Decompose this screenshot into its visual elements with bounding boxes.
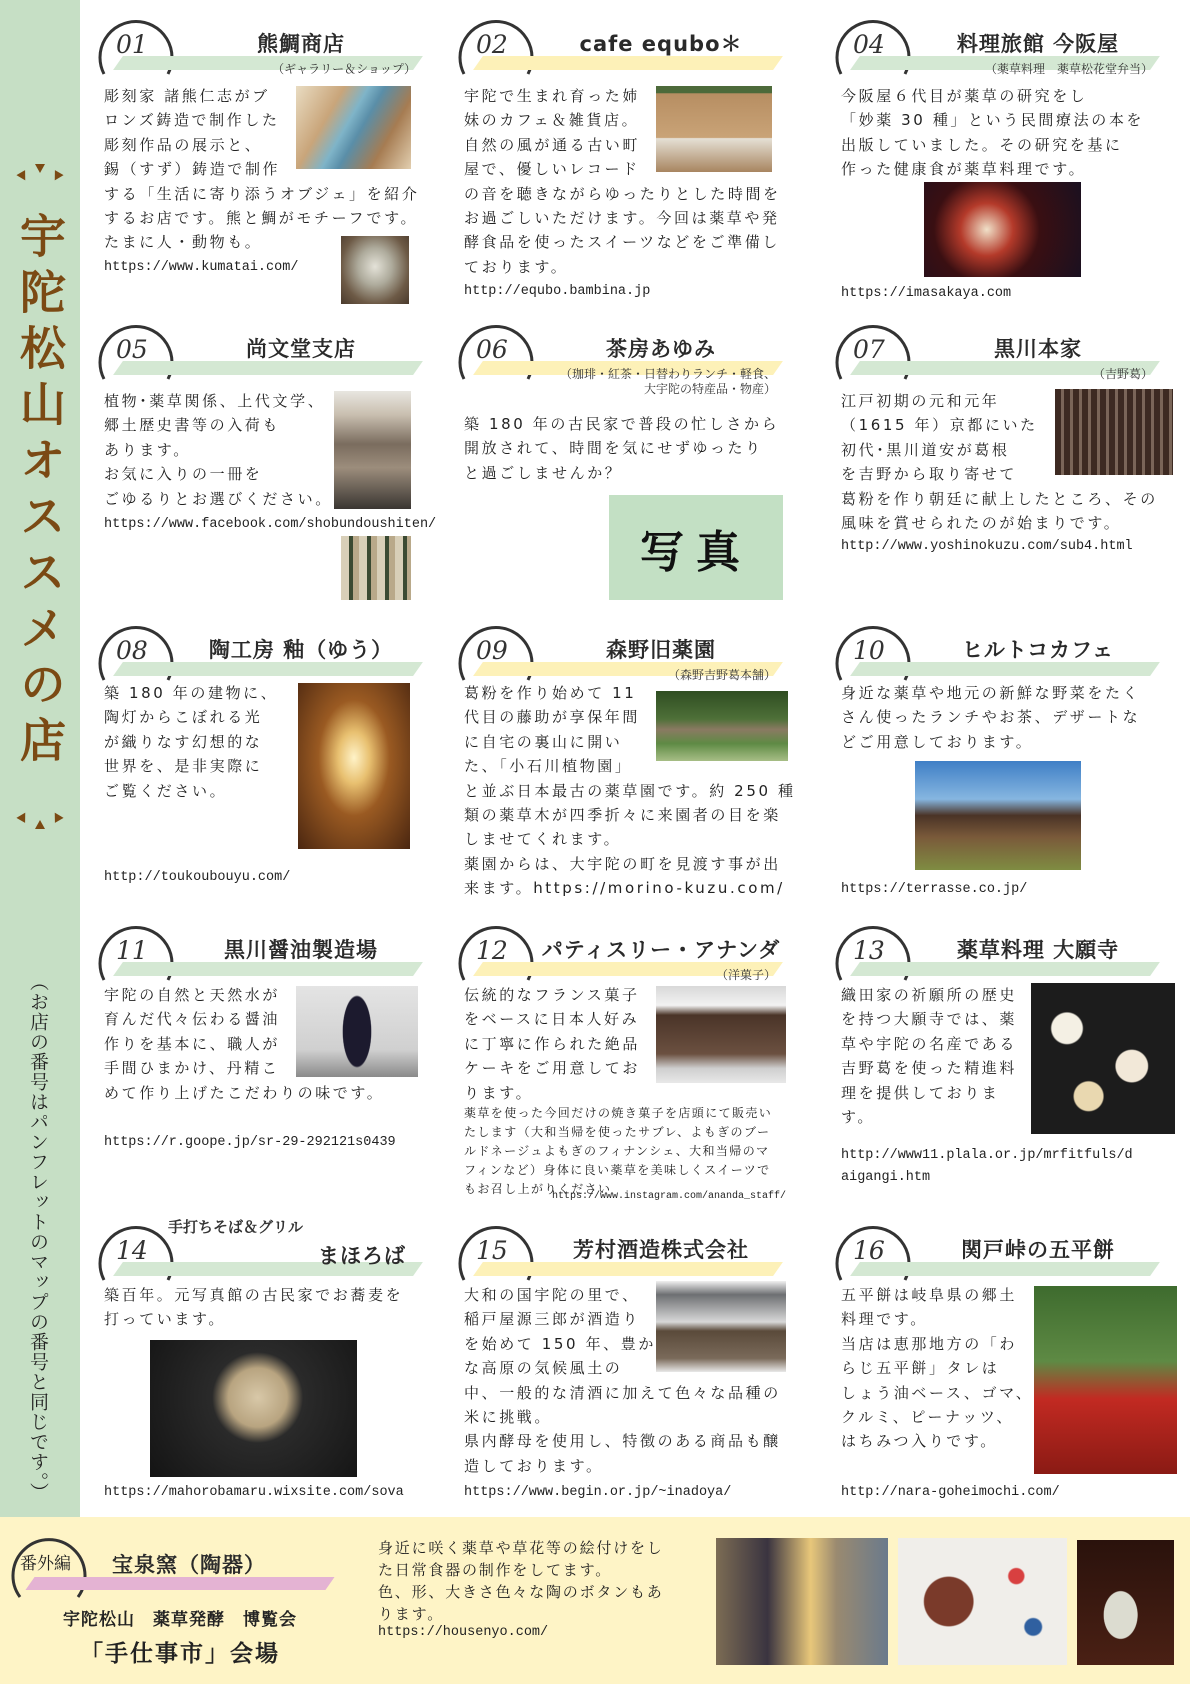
shop-url-link[interactable]: http://nara-goheimochi.com/ [841,1485,1060,1500]
shop-card [833,305,1190,605]
shop-subtitle: （洋菓子） [715,968,776,982]
decor-triangle-icon [35,164,45,173]
shop-card [833,0,1190,300]
shop-subtitle: （吉野葛） [1092,367,1153,381]
gohei-mochi-photo [1034,1286,1177,1474]
shop-url-link[interactable]: http://toukoubouyu.com/ [104,870,291,885]
shop-subtitle: 手打ちそば＆グリル [168,1218,304,1236]
shop-url-link[interactable]: https://mahorobamaru.wixsite.com/sova [104,1485,404,1500]
shop-url-link[interactable]: https://www.kumatai.com/ [104,260,299,275]
shop-name: 黒川本家 [994,337,1082,361]
shop-description: 宇陀で生まれ育った姉 妹のカフェ＆雑貨店。 自然の風が通る古い町 屋で、優しいレコード の音を聴きながらゆったりとした時間を お過ごしいただけます。今回は薬草や発 酵食品を使ったスイーツなどをご準備し ております。 [464,87,781,276]
shop-url-link[interactable]: https://terrasse.co.jp/ [841,882,1028,897]
shop-url-link[interactable]: https://r.goope.jp/sr-29-292121s0439 [104,1135,396,1150]
shop-number: 10 [853,636,885,665]
expo-name: 宇陀松山 薬草発酵 博覧会 [63,1610,297,1630]
shop-card [456,305,816,605]
shop-number: 14 [116,1236,148,1265]
decor-triangle-icon [50,810,63,823]
shop-card [456,0,816,300]
shop-name: 関戸峠の五平餅 [961,1238,1115,1262]
shop-number: 15 [476,1236,508,1265]
shop-description: 五平餅は岐阜県の郷土 料理です。 当店は恵那地方の「わ らじ五平餅」タレは しょう油ベース、ゴマ、 クルミ、ピーナッツ、 はちみつ入りです。 [841,1286,1034,1451]
shop-description: 今阪屋６代目が薬草の研究をし 「妙薬 30 種」という民間療法の本を 出版していました。その研究を基に 作った健康食が薬草料理です。 [841,87,1145,179]
title-band [113,662,423,676]
teacups-photo [1077,1540,1174,1665]
shop-note: 薬草を使った今回だけの焼き菓子を店頭にて販売い たします（大和当帰を使ったサブレ、よもぎのブー ルドネージュよもぎのフィナンシェ、大和当帰のマ フィンなど）身体に良い薬草を美味しくスイーツで もお召し上がりください [464,1106,773,1196]
decor-triangle-icon [35,820,45,829]
shop-description: 伝統的なフランス菓子 をベースに日本人好み に丁寧に作られた絶品 ケーキをご用意してお ります。 [464,986,641,1102]
shop-subtitle: （薬草料理 薬草松花堂弁当） [984,62,1153,76]
shop-number: 16 [853,1236,885,1265]
venue-name: 「手仕事市」会場 [80,1641,280,1667]
shop-url-link[interactable]: https://imasakaya.com [841,286,1012,301]
extra-section [0,1517,1190,1684]
shop-number: 11 [116,936,148,965]
shop-card [833,1206,1190,1506]
shop-url-link[interactable]: http://equbo.bambina.jp [464,284,651,299]
shop-description: 植物･薬草関係、上代文学、 郷土歴史書等の入荷も あります。 お気に入りの一冊を ごゆるりとお選びください。 [104,392,333,508]
shop-url-link[interactable]: http://www11.plala.or.jp/mrfitfuls/d aigangi.htm [841,1148,1133,1185]
shop-number: 12 [476,936,508,965]
shop-front-photo [716,1538,888,1665]
shop-description: 築 180 年の建物に、 陶灯からこぼれる光 が織りなす幻想的な 世界を、是非実際に ご覧ください。 [104,684,279,800]
photo-placeholder: 写真 [609,495,783,600]
sidebar-note: （お店の番号はパンフレットのマップの番号と同じです。） [27,972,49,1503]
shop-card [833,606,1190,906]
shop-name: 芳村酒造株式会社 [573,1238,749,1262]
cafe-house-photo [915,761,1081,870]
extra-shop-name: 宝泉窯（陶器） [112,1553,266,1577]
title-band [473,56,783,70]
title-band [473,1262,783,1276]
shop-card [456,606,816,906]
shop-card [456,1206,816,1506]
patisserie-photo [656,986,786,1083]
shop-name: 茶房あゆみ [606,337,716,361]
decor-triangle-icon [50,170,63,183]
shop-number: 05 [116,335,148,364]
shop-number: 13 [853,936,885,965]
shop-description: 葛粉を作り始めて 11 代目の藤助が享保年間 に自宅の裏山に開い た、「小石川植物園」 と並ぶ日本最古の薬草園です。約 250 種 類の薬草木が四季折々に来園者の目を楽 しませてくれます。 薬園からは、大宇陀の町を見渡す事が出 来ます。https://morino-kuzu.com/ [464,684,796,898]
sidebar [0,0,80,1517]
shop-name: 尚文堂支店 [246,337,356,361]
shop-card [96,606,456,906]
shop-url-link[interactable]: http://www.yoshinokuzu.com/sub4.html [841,539,1133,554]
title-band [850,662,1160,676]
sidebar-title: 宇陀松山オススメの店 [13,212,67,772]
shop-name: cafe equbo＊ [579,32,743,56]
shop-name: 森野旧薬園 [606,638,716,662]
soba-photo [150,1340,357,1477]
extra-url-link[interactable]: https://housenyo.com/ [378,1625,549,1640]
title-band [113,962,423,976]
shop-card [456,906,816,1206]
shop-number: 06 [476,335,508,364]
shop-name: 黒川醤油製造場 [224,938,378,962]
herbal-cuisine-photo [924,182,1081,277]
shop-card [96,0,456,300]
shop-description: 宇陀の自然と天然水が 育んだ代々伝わる醤油 作りを基本に、職人が 手間ひまかけ、丹精こ めて作り上げたこだわりの味です。 [104,986,385,1102]
shop-name: まほろば [318,1244,406,1268]
bookstore-photo [334,391,411,509]
shop-name: 陶工房 釉（ゆう） [208,638,394,662]
shop-card [96,305,456,605]
title-band [850,962,1160,976]
shop-url-link[interactable]: https://www.facebook.com/shobundoushiten/ [104,517,437,532]
shop-description: 身近な薬草や地元の新鮮な野菜をたく さん使ったランチやお茶、デザートな どご用意しております。 [841,684,1141,751]
shop-card [96,1206,456,1506]
shop-description: 彫刻家 諸熊仁志がブ ロンズ鋳造で制作した 彫刻作品の展示と、 錫（すず）鋳造で制作 する「生活に寄り添うオブジェ」を紹介 するお店です。熊と鯛がモチーフです。 たまに人・動物も。 [104,87,420,252]
decor-triangle-icon [16,170,29,183]
shop-number: 07 [853,335,885,364]
title-band [113,361,423,375]
bookshelf-photo [341,536,411,600]
shop-subtitle: （森野吉野葛本舗） [667,668,776,682]
shop-subtitle: （ギャラリー＆ショップ） [272,62,416,76]
lamp-photo [298,683,410,849]
shop-description: 織田家の祈願所の歴史 を持つ大願寺では、薬 草や宇陀の名産である 吉野葛を使った精進料 理を提供しておりま す。 [841,986,1018,1127]
shop-name: ヒルトコカフェ [961,638,1115,662]
shop-number: 02 [476,30,508,59]
shop-number: 08 [116,636,148,665]
shop-number: 04 [853,30,885,59]
shop-url-link[interactable]: https://www.instagram.com/ananda_staff/ [551,1191,786,1202]
temple-cuisine-photo [1031,983,1175,1134]
extra-label: 番外編 [20,1554,71,1574]
decor-triangle-icon [16,810,29,823]
shop-subtitle: （珈琲・紅茶・日替わりランチ・軽食、 大宇陀の特産品・物産） [559,367,776,396]
title-band [850,1262,1160,1276]
shop-card [833,906,1190,1206]
shop-name: 薬草料理 大願寺 [956,938,1120,962]
shop-name: 料理旅館 今阪屋 [956,32,1120,56]
ceramic-buttons-photo [898,1538,1067,1665]
shop-number: 01 [116,30,148,59]
shop-description: 大和の国宇陀の里で、 稲戸屋源三郎が酒造り を始めて 150 年、豊か な高原の気候風土の 中、一般的な清酒に加えて色々な品種の 米に挑戦。 県内酵母を使用し、特徴のある商品も醸 造しております。 [464,1286,781,1475]
shop-description: 江戸初期の元和元年 （1615 年）京都にいた 初代･黒川道安が葛根 を吉野から取り寄せて 葛粉を作り朝廷に献上したところ、その 風味を賞せられたのが始まりです。 [841,392,1158,533]
shop-card [96,906,456,1206]
shop-number: 09 [476,636,508,665]
shop-description: 築 180 年の古民家で普段の忙しさから 開放されて、時間を気にせずゆったり と過ごしませんか？ [464,415,780,482]
extra-description: 身近に咲く薬草や草花等の絵付けをし た日常食器の制作をしてます。 色、形、大きさ色々な陶のボタンもあ ります。 [378,1539,664,1623]
shop-description: 築百年。元写真館の古民家でお蕎麦を 打っています。 [104,1286,404,1329]
shop-url-link[interactable]: https://www.begin.or.jp/~inadoya/ [464,1485,732,1500]
shop-name: パティスリー・アナンダ [541,938,781,962]
shop-name: 熊鯛商店 [257,32,345,56]
